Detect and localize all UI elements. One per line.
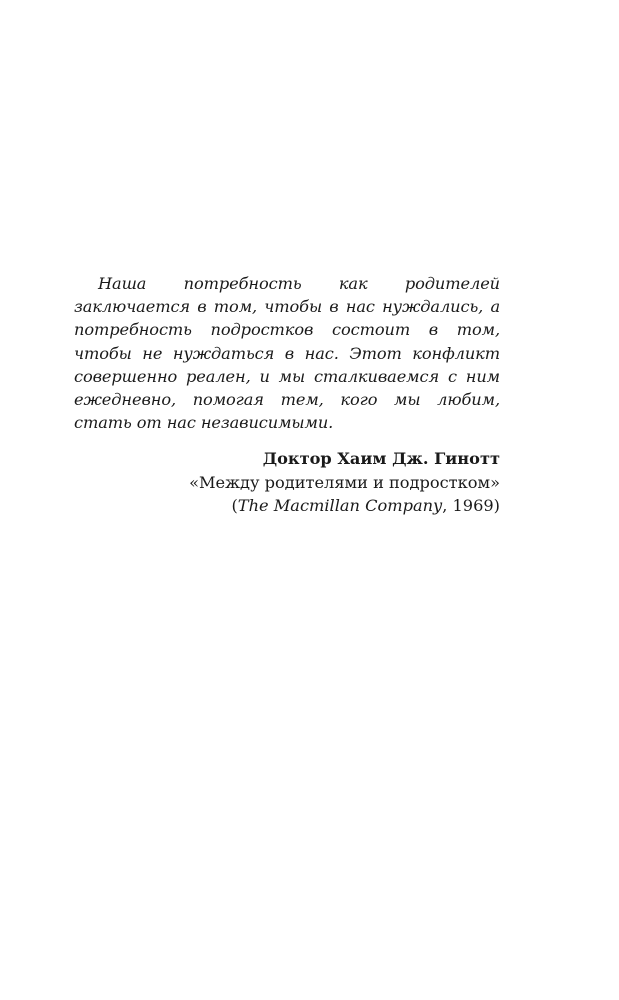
publisher-name: The Macmillan Company	[237, 495, 443, 515]
epigraph	[74, 272, 500, 517]
publisher-open-paren: (	[231, 495, 238, 515]
publisher-year: , 1969)	[442, 495, 500, 515]
book-title: «Между родителями и подростком»	[189, 472, 500, 492]
quote-author: Доктор Хаим Дж. Гинотт	[262, 449, 500, 469]
epigraph-quote: Наша потребность как родителей заключается в том, чтобы в нас нуждались, а потребность подростков состоит в том, чтобы не нуждаться в нас. Этот конфликт совершенно реален, и мы сталкиваемся с ним ежедневно, помогая тем, кого мы любим, стать от нас независимыми.	[74, 274, 500, 433]
publisher-line	[74, 494, 500, 517]
epigraph-attribution	[74, 447, 500, 517]
